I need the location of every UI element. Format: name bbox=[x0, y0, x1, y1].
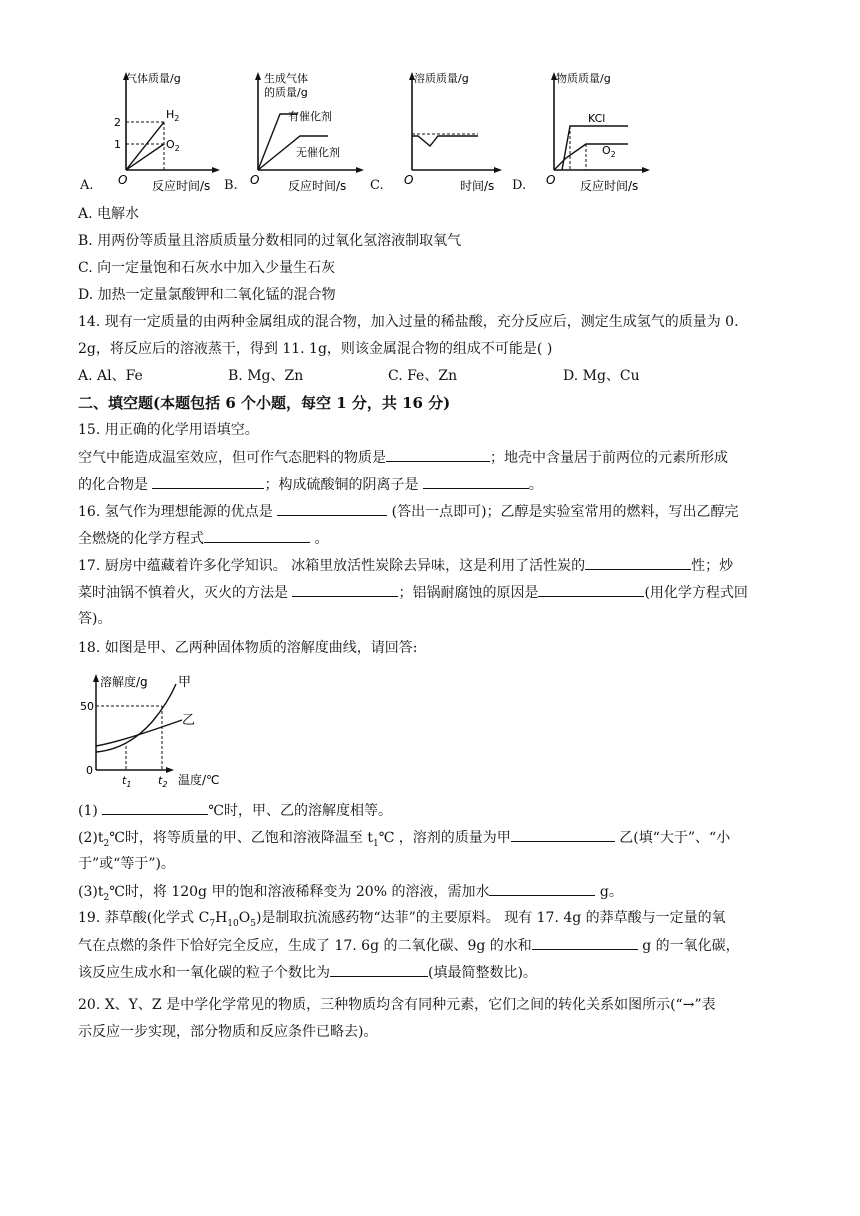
figure-c-ylabel: 溶质质量/g bbox=[414, 72, 469, 85]
solubility-chart bbox=[78, 670, 238, 792]
q18-sub-2: $(2)t_2℃$时，将等质量的甲、乙饱和溶液降温至 $t_1℃$ ，溶剂的质量为甲 乙(填“大于”、“小 bbox=[78, 827, 730, 854]
q18-line-1: 18. 如图是甲、乙两种固体物质的溶解度曲线，请回答: bbox=[78, 640, 418, 656]
tick-t1: $t_1$ bbox=[122, 774, 132, 789]
q20-line-2: 示反应一步实现，部分物质和反应条件已略去)。 bbox=[78, 1024, 378, 1040]
q14-line-1: 14. 现有一定质量的由两种金属组成的混合物，加入过量的稀盐酸，充分反应后，测定生成氢气的质量为 0. bbox=[78, 314, 739, 330]
q14-line-2: 2g，将反应后的溶液蒸干，得到 11. 1g，则该金属混合物的组成不可能是( ) bbox=[78, 341, 553, 357]
figure-b bbox=[240, 70, 365, 194]
q14-option-c: C. Fe、Zn bbox=[388, 368, 458, 384]
figure-a-ytick-1: 1 bbox=[114, 138, 121, 151]
q17-line-2: 菜时油锅不慎着火，灭火的方法是 ；铝锅耐腐蚀的原因是 (用化学方程式回 bbox=[78, 582, 748, 603]
figure-a-curve-h2: $H_2$ bbox=[166, 108, 180, 123]
q18-blank-1[interactable] bbox=[102, 800, 208, 815]
solubility-ytick-50: 50 bbox=[80, 700, 94, 713]
solubility-origin: 0 bbox=[86, 764, 93, 777]
series-jia-label: 甲 bbox=[178, 675, 192, 690]
q20-line-1: 20. X、Y、Z 是中学化学常见的物质，三种物质均含有同种元素，它们之间的转化关系如图所示(“→”表 bbox=[78, 997, 716, 1013]
figure-c bbox=[398, 70, 503, 194]
q14-option-d: D. Mg、Cu bbox=[563, 368, 640, 384]
q18-blank-2[interactable] bbox=[511, 827, 615, 842]
q13-option-d: D. 加热一定量氯酸钾和二氧化锰的混合物 bbox=[78, 287, 336, 303]
series-jia-curve bbox=[96, 684, 176, 752]
q16-blank-1[interactable] bbox=[277, 501, 387, 516]
series-yi-curve bbox=[96, 720, 182, 746]
q15-line-1: 15. 用正确的化学用语填空。 bbox=[78, 422, 259, 438]
q19-line-2: 气在点燃的条件下恰好完全反应，生成了 17. 6g 的二氧化碳、9g 的水和 g 的一氧化碳， bbox=[78, 935, 740, 956]
q14-option-b: B. Mg、Zn bbox=[228, 368, 304, 384]
figure-b-ylabel-1: 生成气体 bbox=[264, 72, 308, 85]
q18-sub-2-cont: 于”或“等于”)。 bbox=[78, 856, 175, 872]
figure-c-origin: O bbox=[404, 173, 414, 187]
q15-line-3: 的化合物是 ；构成硫酸铜的阴离子是 。 bbox=[78, 474, 543, 495]
figure-a-xlabel: 反应时间/s bbox=[152, 179, 211, 193]
figure-d-curve-o2: $O_2$ bbox=[602, 144, 616, 159]
figure-b-ylabel-2: 的质量/g bbox=[264, 86, 308, 99]
q16-line-2: 全燃烧的化学方程式 。 bbox=[78, 528, 328, 549]
q17-line-1: 17. 厨房中蕴藏着许多化学知识。 冰箱里放活性炭除去异味，这是利用了活性炭的 性；炒 bbox=[78, 555, 733, 576]
q17-blank-2[interactable] bbox=[292, 582, 398, 597]
figure-b-xlabel: 反应时间/s bbox=[288, 179, 347, 193]
q16-line-1: 16. 氢气作为理想能源的优点是 (答出一点即可)；乙醇是实验室常用的燃料，写出乙醇完 bbox=[78, 501, 739, 522]
q19-blank-1[interactable] bbox=[532, 935, 638, 950]
figure-d-ylabel: 物质质量/g bbox=[556, 72, 611, 85]
section-2-title: 二、填空题(本题包括 6 个小题，每空 1 分，共 16 分) bbox=[78, 394, 451, 412]
q13-option-b: B. 用两份等质量且溶质质量分数相同的过氧化氢溶液制取氧气 bbox=[78, 233, 462, 249]
figure-a-curve-o2: $O_2$ bbox=[166, 138, 180, 153]
series-yi-label: 乙 bbox=[182, 713, 196, 728]
tick-t2: $t_2$ bbox=[158, 774, 168, 789]
solubility-xlabel: 温度/℃ bbox=[178, 773, 220, 787]
figure-d bbox=[540, 70, 652, 194]
q13-option-a: A. 电解水 bbox=[78, 206, 140, 222]
figure-a bbox=[100, 70, 220, 194]
figure-c-label: C. bbox=[370, 178, 384, 193]
q14-option-a: A. Al、Fe bbox=[78, 368, 143, 384]
figure-b-curve-no-catalyst: 无催化剂 bbox=[296, 146, 340, 159]
figure-c-xlabel: 时间/s bbox=[460, 179, 495, 193]
q16-blank-2[interactable] bbox=[204, 528, 310, 543]
figure-b-label: B. bbox=[224, 178, 238, 193]
q17-blank-3[interactable] bbox=[538, 582, 644, 597]
figure-d-curve-kcl: KCl bbox=[588, 112, 606, 125]
figure-b-curve-catalyst: 有催化剂 bbox=[288, 110, 332, 123]
q19-blank-2[interactable] bbox=[330, 962, 428, 977]
q15-line-2: 空气中能造成温室效应，但可作气态肥料的物质是 ；地壳中含量居于前两位的元素所形成 bbox=[78, 447, 728, 468]
figure-a-ytick-2: 2 bbox=[114, 116, 121, 129]
figure-a-ylabel: 气体质量/g bbox=[126, 72, 181, 85]
q18-sub-1: (1) ℃时，甲、乙的溶解度相等。 bbox=[78, 800, 392, 821]
q19-line-1: 19. 莽草酸(化学式 $C_7H_{10}O_5$)是制取抗流感药物“达菲”的主要原料。 现有 17. 4g 的莽草酸与一定量的氧 bbox=[78, 910, 726, 929]
q15-blank-3[interactable] bbox=[423, 474, 529, 489]
q13-option-c: C. 向一定量饱和石灰水中加入少量生石灰 bbox=[78, 260, 336, 276]
figure-d-xlabel: 反应时间/s bbox=[580, 179, 639, 193]
figure-a-origin: O bbox=[118, 173, 128, 187]
q15-blank-1[interactable] bbox=[386, 447, 490, 462]
q18-blank-3[interactable] bbox=[489, 881, 595, 896]
q17-line-3: 答)。 bbox=[78, 611, 112, 627]
q18-sub-3: $(3)t_2℃$时，将 120g 甲的饱和溶液稀释变为 20% 的溶液，需加水 g。 bbox=[78, 881, 623, 908]
q15-blank-2[interactable] bbox=[152, 474, 264, 489]
figure-d-label: D. bbox=[512, 178, 527, 193]
figure-a-label: A. bbox=[80, 178, 94, 193]
solubility-ylabel: 溶解度/g bbox=[100, 675, 148, 689]
figure-d-origin: O bbox=[546, 173, 556, 187]
q17-blank-1[interactable] bbox=[585, 555, 691, 570]
q19-line-3: 该反应生成水和一氧化碳的粒子个数比为 (填最简整数比)。 bbox=[78, 962, 537, 983]
figure-b-origin: O bbox=[250, 173, 260, 187]
